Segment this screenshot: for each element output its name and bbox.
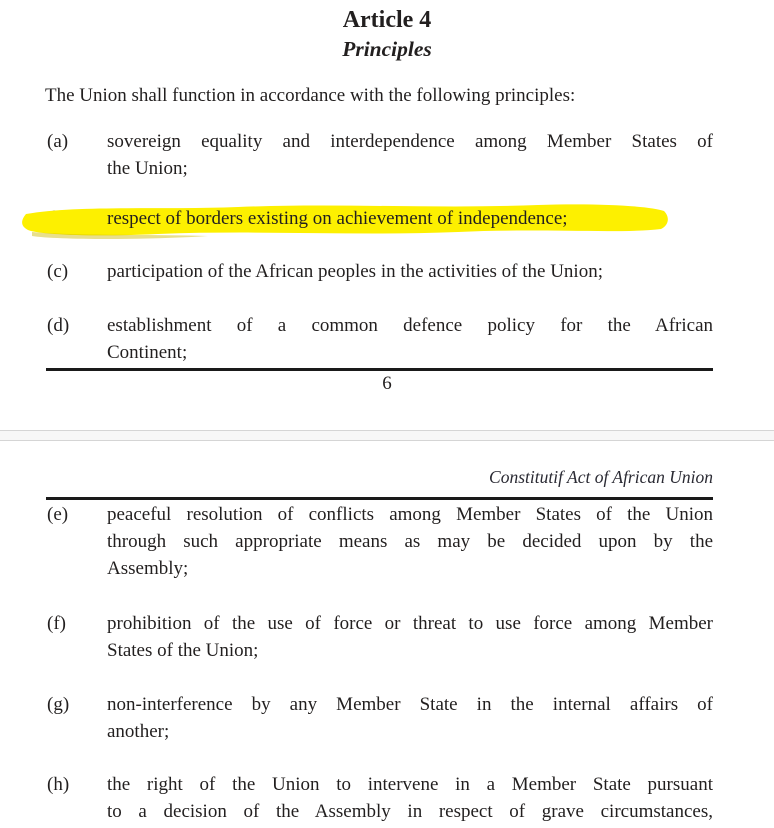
page-separator [0, 430, 774, 441]
item-label: (c) [47, 261, 69, 282]
list-item-d [45, 312, 713, 366]
list-item-c [45, 258, 713, 285]
item-text: respect of borders existing on achievement of independence; [107, 208, 568, 229]
running-header: Constitutif Act of African Union [489, 467, 713, 487]
list-item-a [45, 128, 713, 182]
article-title: Article 4 [342, 7, 432, 33]
item-label: (a) [47, 131, 69, 152]
list-item-f [45, 610, 713, 664]
intro-paragraph: The Union shall function in accordance with the following principles: [45, 85, 576, 106]
item-text: the right of the Union to intervene in a Member State pursuant to a decision of the Assembly in respect of grave circumstances, [107, 774, 713, 822]
list-item-g [45, 691, 713, 745]
item-label: (h) [47, 774, 70, 795]
item-label: (f) [47, 613, 66, 634]
list-item-b [45, 205, 713, 232]
item-label: (e) [47, 504, 69, 525]
item-text: sovereign equality and interdependence among Member States of the Union; [107, 131, 713, 179]
item-label: (g) [47, 694, 70, 715]
list-item-h [45, 771, 713, 825]
list-item-e [45, 501, 713, 582]
page-number: 6 [382, 373, 392, 394]
item-label: (d) [47, 315, 70, 336]
item-text: non-interference by any Member State in the internal affairs of another; [107, 694, 713, 742]
item-text: participation of the African peoples in the activities of the Union; [107, 261, 603, 282]
item-text: peaceful resolution of conflicts among Member States of the Union through such appropriate means as may be decided upon by the Assembly; [107, 504, 713, 579]
item-text: establishment of a common defence policy for the African Continent; [107, 315, 713, 363]
page-header-rule [46, 497, 713, 500]
item-text: prohibition of the use of force or threat to use force among Member States of the Union; [107, 613, 713, 661]
article-subtitle: Principles [342, 37, 432, 61]
